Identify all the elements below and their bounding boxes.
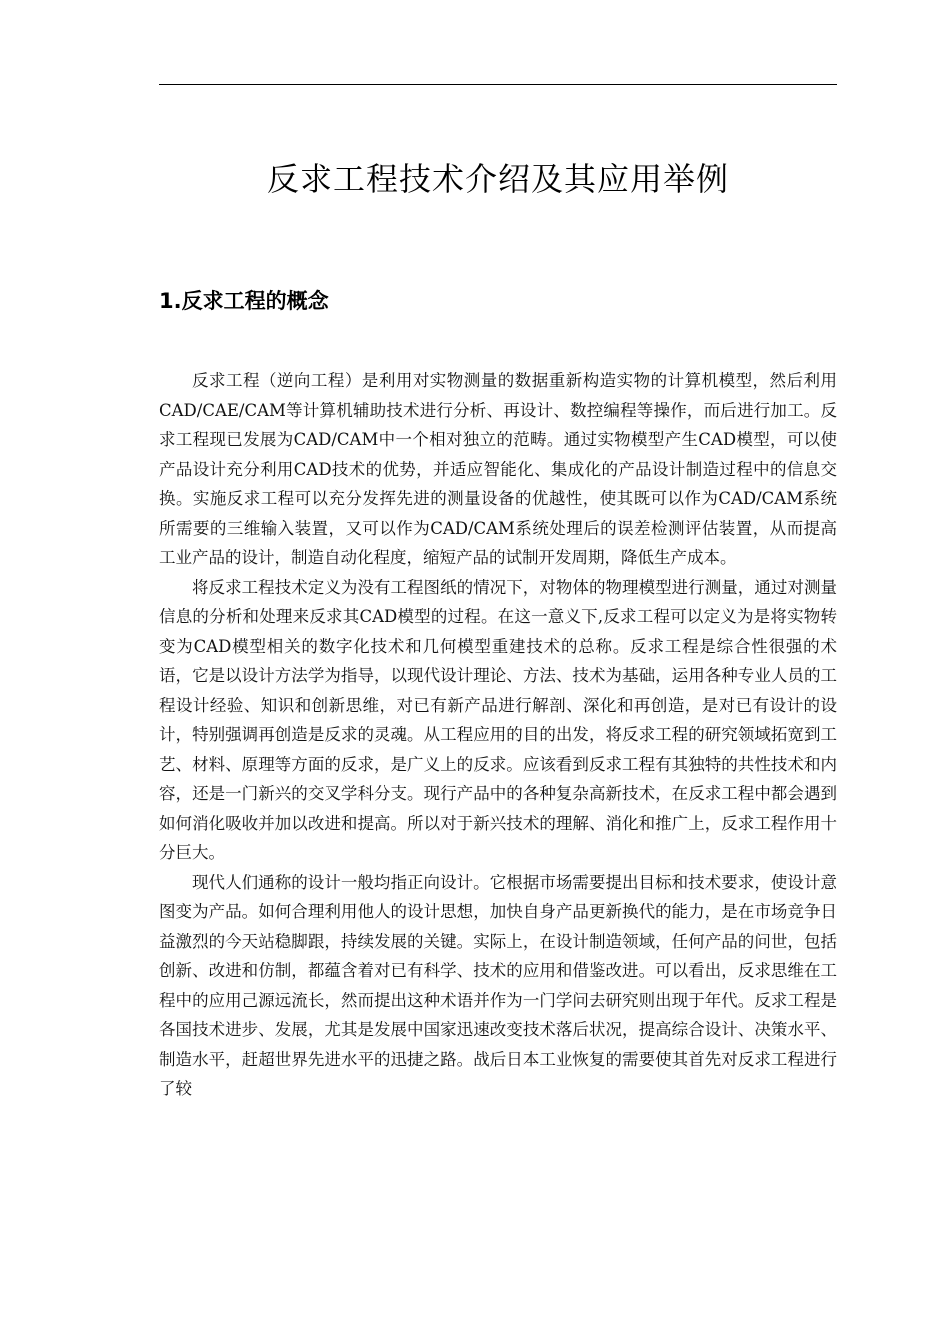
header-rule [159,84,837,85]
body-text [159,366,837,1104]
paragraph-2: 将反求工程技术定义为没有工程图纸的情况下，对物体的物理模型进行测量，通过对测量信息的分析和处理来反求其CAD模型的过程。在这一意义下,反求工程可以定义为是将实物转变为CAD模型相关的数字化技术和几何模型重建技术的总称。反求工程是综合性很强的术语，它是以设计方法学为指导，以现代设计理论、方法、技术为基础，运用各种专业人员的工程设计经验、知识和创新思维，对已有新产品进行解剖、深化和再创造，是对已有设计的设计，特别强调再创造是反求的灵魂。从工程应用的目的出发，将反求工程的研究领域拓宽到工艺、材料、原理等方面的反求，是广义上的反求。应该看到反求工程有其独特的共性技术和内容，还是一门新兴的交叉学科分支。现行产品中的各种复杂高新技术，在反求工程中都会遇到如何消化吸收并加以改进和提高。所以对于新兴技术的理解、消化和推广上，反求工程作用十分巨大。 [159,577,837,862]
paragraph-3: 现代人们通称的设计一般均指正向设计。它根据市场需要提出目标和技术要求，使设计意图变为产品。如何合理利用他人的设计思想，加快自身产品更新换代的能力，是在市场竞争日益激烈的今天站稳脚跟，持续发展的关键。实际上，在设计制造领域，任何产品的问世，包括创新、改进和仿制，都蕴含着对已有科学、技术的应用和借鉴改进。可以看出，反求思维在工程中的应用己源远流长，然而提出这种术语并作为一门学问去研究则出现于年代。反求工程是各国技术进步、发展，尤其是发展中国家迅速改变技术落后状况，提高综合设计、决策水平、制造水平，赶超世界先进水平的迅捷之路。战后日本工业恢复的需要使其首先对反求工程进行了较 [159,872,837,1098]
section-heading: 1.反求工程的概念 [159,289,329,313]
paragraph-1: 反求工程（逆向工程）是利用对实物测量的数据重新构造实物的计算机模型，然后利用CAD/CAE/CAM等计算机辅助技术进行分析、再设计、数控编程等操作，而后进行加工。反求工程现已发展为CAD/CAM中一个相对独立的范畴。通过实物模型产生CAD模型，可以使产品设计充分利用CAD技术的优势，并适应智能化、集成化的产品设计制造过程中的信息交换。实施反求工程可以充分发挥先进的测量设备的优越性，使其既可以作为CAD/CAM系统所需要的三维输入装置，又可以作为CAD/CAM系统处理后的误差检测评估装置，从而提高工业产品的设计，制造自动化程度，缩短产品的试制开发周期，降低生产成本。 [159,371,837,567]
document-title: 反求工程技术介绍及其应用举例 [266,160,729,198]
